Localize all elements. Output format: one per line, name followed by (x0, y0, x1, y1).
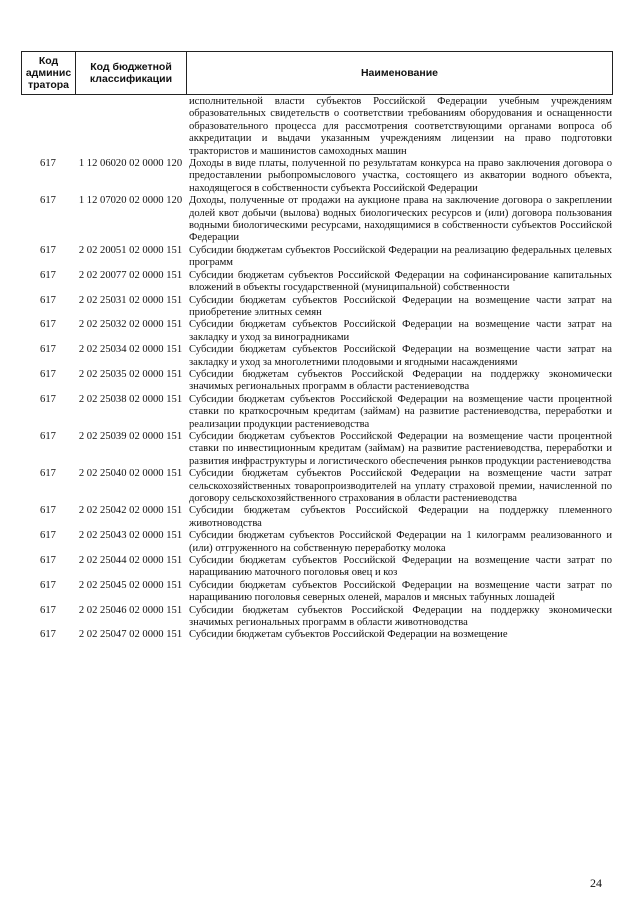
name-cell: Субсидии бюджетам субъектов Российской Федерации на возмещение части затрат сельскохозяйственных товаропроизводителей на уплату страховой премии, начисленной по договору сельскохозяйственного страхования в области растениеводства (189, 468, 612, 504)
bk-code-cell: 2 02 25043 02 0000 151 (78, 530, 183, 542)
admin-code-cell: 617 (40, 319, 56, 331)
table-row (21, 96, 613, 158)
header-bk-code: Код бюджетной классификации (76, 52, 187, 94)
name-cell: Субсидии бюджетам субъектов Российской Федерации на возмещение части затрат на приобретение элитных семян (189, 294, 612, 318)
name-cell: Субсидии бюджетам субъектов Российской Федерации на возмещение части процентной ставки по краткосрочным кредитам (займам) на развитие растениеводства, переработки и реализации продукции растениеводства (189, 393, 612, 430)
table-row (21, 530, 613, 555)
table-row (21, 270, 613, 295)
table-row (21, 394, 613, 431)
bk-code-cell: 2 02 25032 02 0000 151 (78, 319, 183, 331)
bk-code-cell: 2 02 25035 02 0000 151 (78, 368, 183, 380)
admin-code-cell: 617 (40, 393, 56, 405)
admin-code-cell: 617 (40, 629, 56, 641)
name-cell: Субсидии бюджетам субъектов Российской Федерации на возмещение (189, 629, 508, 641)
admin-code-cell: 617 (40, 555, 56, 567)
admin-code-cell: 617 (40, 195, 56, 207)
name-cell: Субсидии бюджетам субъектов Российской Федерации на софинансирование капитальных вложений в объекты государственной (муниципальной) собственности (189, 269, 612, 294)
table-row (21, 369, 613, 394)
table-body (21, 96, 613, 642)
admin-code-cell: 617 (40, 505, 56, 517)
bk-code-cell: 2 02 25046 02 0000 151 (78, 604, 183, 616)
name-cell: Субсидии бюджетам субъектов Российской Федерации на возмещение части затрат по наращиванию поголовья северных оленей, маралов и мясных табунных лошадей (189, 579, 612, 604)
bk-code-cell: 2 02 25031 02 0000 151 (78, 294, 183, 306)
name-cell: Субсидии бюджетам субъектов Российской Федерации на возмещение части процентной ставки по инвестиционным кредитам (займам) на развитие растениеводства, переработки и развития инфраструктуры и логистического обеспечения рынков продукции растениеводства (189, 430, 612, 467)
bk-code-cell: 2 02 25034 02 0000 151 (78, 344, 183, 356)
table-row (21, 344, 613, 369)
name-cell: Субсидии бюджетам субъектов Российской Федерации на поддержку экономически значимых региональных программ в области растениеводства (189, 368, 612, 393)
name-cell: Субсидии бюджетам субъектов Российской Федерации на возмещение части затрат на закладку и уход за виноградниками (189, 319, 612, 343)
admin-code-cell (21, 96, 75, 158)
admin-code-cell: 617 (40, 368, 56, 380)
name-cell: Субсидии бюджетам субъектов Российской Федерации на 1 килограмм реализованного и (или) отгруженного на собственную переработку молока (189, 530, 612, 554)
admin-code-cell: 617 (40, 344, 56, 356)
table-row (21, 295, 613, 320)
table-row (21, 158, 613, 195)
bk-code-cell: 2 02 25047 02 0000 151 (78, 629, 183, 641)
bk-code-cell: 2 02 25038 02 0000 151 (78, 393, 183, 405)
admin-code-cell: 617 (40, 294, 56, 306)
bk-code-cell: 1 12 06020 02 0000 120 (78, 158, 183, 170)
bk-code-cell: 2 02 20077 02 0000 151 (78, 269, 183, 281)
bk-code-cell: 2 02 25040 02 0000 151 (78, 468, 183, 480)
admin-code-cell: 617 (40, 430, 56, 442)
table-row (21, 319, 613, 344)
page-number: 24 (590, 876, 602, 890)
table-row (21, 580, 613, 605)
bk-code-cell: 2 02 25045 02 0000 151 (78, 579, 183, 591)
name-cell: Субсидии бюджетам субъектов Российской Федерации на возмещение части затрат по наращиванию маточного поголовья овец и коз (189, 555, 612, 579)
table-row (21, 505, 613, 530)
table-row (21, 555, 613, 580)
admin-code-cell: 617 (40, 579, 56, 591)
admin-code-cell: 617 (40, 269, 56, 281)
name-cell: Субсидии бюджетам субъектов Российской Федерации на возмещение части затрат на закладку и уход за многолетними плодовыми и ягодными насаждениями (189, 344, 612, 368)
name-cell: Доходы в виде платы, полученной по результатам конкурса на право заключения договора о предоставлении рыбопромыслового участка, состоящего из акватории водного объекта, находящегося в собственности субъекта Российской Федерации (189, 158, 612, 194)
table-row (21, 629, 613, 641)
header-admin-code: Код админис тратора (22, 52, 76, 94)
admin-code-cell: 617 (40, 244, 56, 256)
bk-code-cell: 2 02 25039 02 0000 151 (78, 430, 183, 442)
bk-code-cell: 1 12 07020 02 0000 120 (78, 195, 183, 207)
admin-code-cell: 617 (40, 530, 56, 542)
admin-code-cell: 617 (40, 468, 56, 480)
table-header (21, 51, 613, 95)
admin-code-cell: 617 (40, 158, 56, 170)
name-cell: Субсидии бюджетам субъектов Российской Федерации на поддержку племенного животноводства (189, 505, 612, 529)
header-name: Наименование (360, 67, 439, 79)
name-cell: Субсидии бюджетам субъектов Российской Федерации на поддержку экономически значимых региональных программ в области животноводства (189, 604, 612, 629)
bk-code-cell (75, 96, 186, 158)
bk-code-cell: 2 02 20051 02 0000 151 (78, 244, 183, 256)
bk-code-cell: 2 02 25044 02 0000 151 (78, 555, 183, 567)
name-cell: Субсидии бюджетам субъектов Российской Федерации на реализацию федеральных целевых программ (189, 244, 612, 269)
name-cell: исполнительной власти субъектов Российской Федерации учебным учреждениям образовательных свидетельств о соответствии требованиям оборудования и оснащенности образовательного процесса для рассмотрения соответствующими органами вопроса об аккредитации и выдачи указанным учреждениям лицензии на право подготовки трактористов и машинистов самоходных машин (189, 96, 612, 157)
table-row (21, 195, 613, 245)
admin-code-cell: 617 (40, 604, 56, 616)
table-row (21, 431, 613, 468)
table-row (21, 605, 613, 630)
name-cell: Доходы, полученные от продажи на аукционе права на заключение договора о закреплении долей квот добычи (вылова) водных биологических ресурсов и (или) договора пользования водными биологическими ресурсами, находящимися в собственности субъектов Российской Федерации (189, 195, 612, 244)
bk-code-cell: 2 02 25042 02 0000 151 (78, 505, 183, 517)
table-row (21, 245, 613, 270)
table-row (21, 468, 613, 505)
